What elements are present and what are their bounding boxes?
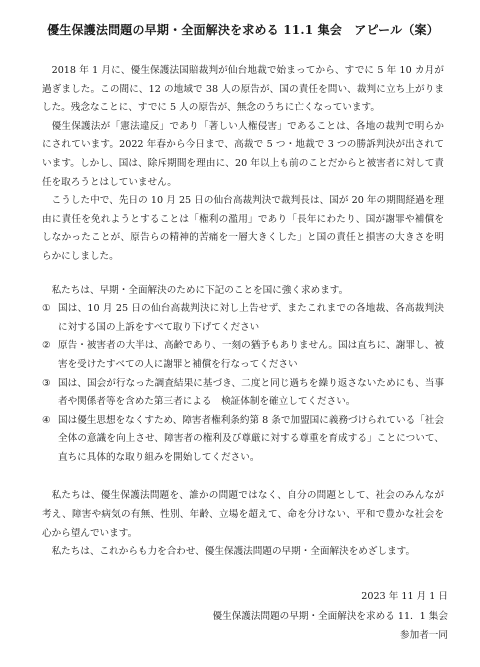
closing-section — [42, 487, 444, 561]
document-title: 優生保護法問題の早期・全面解決を求める 11.1 集会 アピール（案） — [47, 23, 439, 37]
demand-number: ④ — [42, 414, 51, 426]
closing-paragraph-2: 私たちは、これからも力を合わせ、優生保護法問題の早期・全面解決をめざします。 — [51, 546, 416, 558]
signature-block — [213, 587, 448, 646]
demand-number: ③ — [42, 377, 51, 389]
closing-paragraph-1: 私たちは、優生保護法問題を、誰かの問題ではなく、自分の問題として、社会のみんなが考え、障害や病気の有無、性別、年齢、立場を超えて、命を分けない、平和で豊かな社会を心から望んでいます。 — [42, 490, 444, 539]
demand-item — [42, 412, 444, 468]
demand-text: 原告・被害者の大半は、高齢であり、一刻の猶予もありません。国は直ちに、謝罪し、被害を受けたすべての人に謝罪と補償を行なってください — [58, 340, 444, 370]
demand-text: 国は、国会が行なった調査結果に基づき、二度と同じ過ちを繰り返さないためにも、当事者や関係者等を含めた第三者による 検証体制を確立してください。 — [58, 377, 444, 408]
intro-paragraph-2: 優生保護法が「憲法違反」であり「著しい人権侵害」であることは、各地の裁判で明らかにされています。2022 年春から今日まで、高裁で 5 つ・地裁で 3 つの勝訴判決が出されています。しかし、国は、除斥期間を理由に、20 年以上も前のことだからと被害者に対して責任を取ろうとはしていません。 — [42, 120, 444, 188]
demand-number: ① — [42, 303, 51, 315]
document-date: 2023 年 11 月 1 日 — [361, 591, 448, 602]
demand-intro: 私たちは、早期・全面解決のために下記のことを国に強く求めます。 — [51, 284, 349, 296]
intro-paragraph-3: こうした中で、先日の 10 月 25 日の仙台高裁判決で裁判長は、国が 20 年の期間経過を理由に責任を免れようとすることは「権利の濫用」であり「長年にわたり、国が謝罪や補償をしなかったことが、原告らの精神的苦痛を一層大きくした」と国の責任と損害の大きさを明らかにしました。 — [42, 195, 444, 262]
demand-text: 国は、10 月 25 日の仙台高裁判決に対し上告せず、またこれまでの各地裁、各高裁判決に対する国の上訴をすべて取り下げてください — [58, 303, 444, 333]
signatory: 参加者一同 — [400, 630, 448, 641]
demand-item — [42, 337, 444, 374]
demand-item — [42, 375, 444, 412]
demand-item — [42, 300, 444, 337]
intro-paragraph-1: 2018 年 1 月に、優生保護法国賠裁判が仙台地裁で始まってから、すでに 5 年 10 カ月が過ぎました。この間に、12 の地域で 38 人の原告が、国の責任を問い、裁判に立ち上がりました。残念なことに、すでに 5 人の原告が、無念のうちに亡くなっています。 — [42, 65, 444, 114]
demand-number: ② — [42, 340, 51, 352]
organizer-name: 優生保護法問題の早期・全面解決を求める 11．1 集会 — [212, 610, 448, 622]
demand-text: 国は優生思想をなくすため、障害者権利条約第 8 条で加盟国に義務づけられている「社会全体の意識を向上させ、障害者の権利及び尊厳に対する尊重を育成する」ことについて、直ちに具体的な取り組みを開始してください。 — [58, 414, 444, 463]
demand-list — [42, 300, 444, 467]
